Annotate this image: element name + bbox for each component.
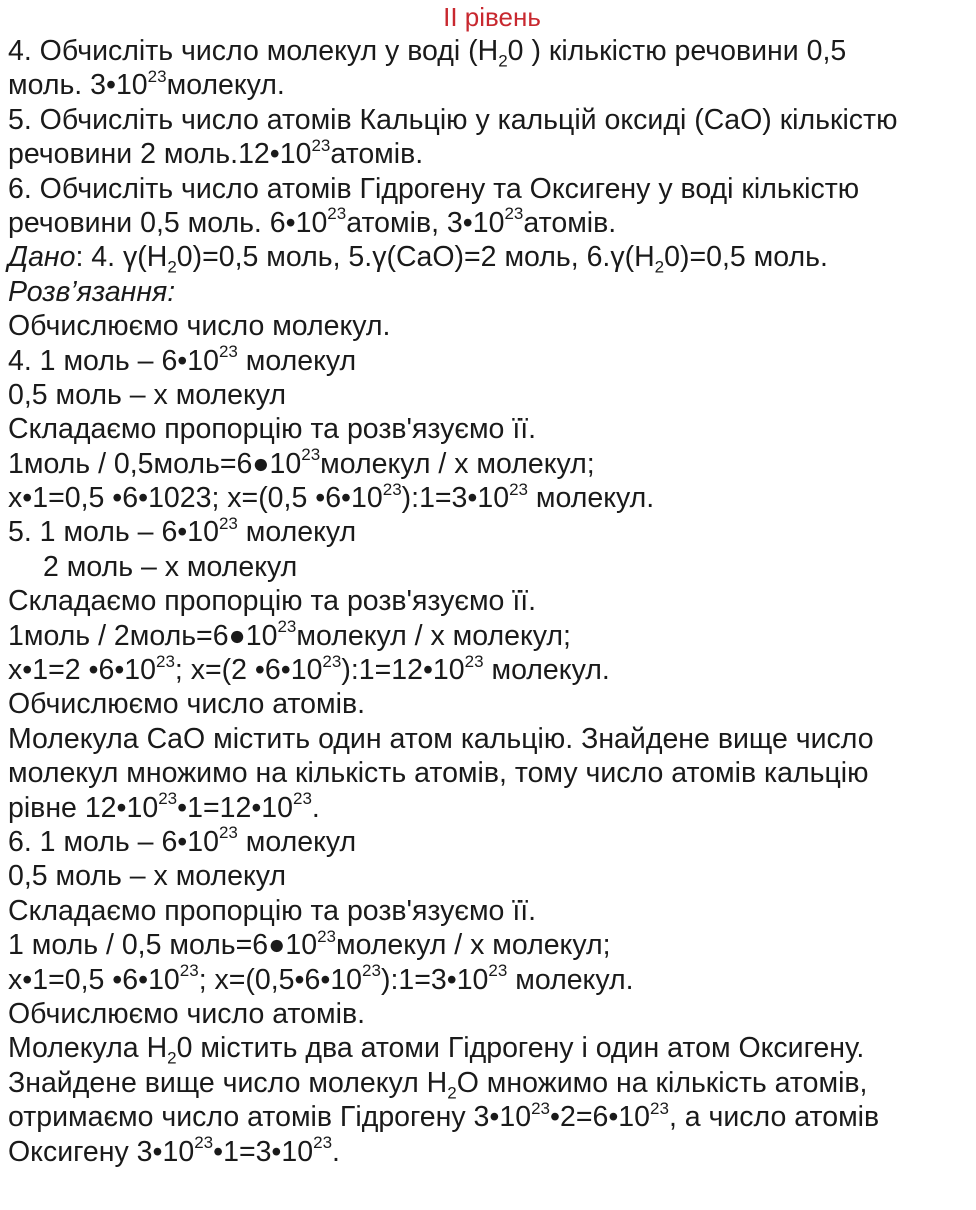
s5-line-1: 5. 1 моль – $6•10^{23}$ молекул — [8, 513, 357, 549]
s4-line-1: 4. 1 моль – $6•10^{23}$ молекул — [8, 342, 357, 377]
task-4-answer: моль. $3•10^{23}молекул$. — [8, 66, 285, 102]
s6-line-5: х•1=0,5 $•6•10^{23}$; $х=(0,5•6•10^{23}):1=3•10^{23}$ молекул. — [8, 961, 634, 996]
task-6-answer: речовини 0,5 моль. $6•10^{23}атомів$, $3•10^{23}атомів$. — [8, 204, 617, 239]
given-line: Дано: 4. $\gamma(H_20)=0,5$ моль, 5.γ(CaO)=2 моль, $6.\gamma(H_20)=0,5$ моль. — [8, 241, 828, 278]
task-4-question: 4. Обчисліть число молекул у воді ($Н_20$ ) кількістю речовини 0,5 — [8, 35, 847, 71]
s6-line-8: Знайдене вище число молекул $Н_2О$ множимо на кількість атомів, — [8, 1066, 868, 1103]
s5-line-7: Молекула CaO містить один атом кальцію. Знайдене вище число — [8, 722, 874, 755]
s5-line-5: х•1=2 $•6•10^{23}$; х=(2 $•6•10^{23}):1=12•10^{23}$ молекул. — [8, 651, 610, 687]
task-5-answer: речовини 2 $моль.12•10^{23}атомів$. — [8, 135, 424, 171]
s6-line-9: отримаємо число атомів Гідрогену $3•10^{23}•2=6•10^{23}$, а число атомів — [8, 1098, 880, 1134]
s5-line-2: 2 моль – х молекул — [43, 550, 298, 583]
s4-line-2: 0,5 моль – х молекул — [8, 378, 287, 411]
s4-line-3: Складаємо пропорцію та розв'язуємо її. — [8, 413, 537, 446]
s6-line-4: 1 моль / 0,5 $моль=6●10^{23}молекул / х$ молекул; — [8, 926, 611, 962]
s4-line-5: х•1=0,5 •6•1023; х=(0,5 $•6•10^{23}):1=3•10^{23}$ молекул. — [8, 479, 655, 515]
s5-line-8: молекул множимо на кількість атомів, тому число атомів кальцію — [8, 757, 869, 790]
s5-line-4: 1моль / $2моль=6●10^{23}молекул / х$ молекул; — [8, 617, 571, 652]
s5-line-6: Обчислюємо число атомів. — [8, 688, 366, 721]
page-title: ІІ рівень — [443, 2, 541, 32]
s6-line-3: Складаємо пропорцію та розв'язуємо її. — [8, 894, 537, 927]
solution-label: Розв’язання: — [8, 275, 176, 308]
s6-line-6: Обчислюємо число атомів. — [8, 997, 366, 1030]
task-6-question: 6. Обчисліть число атомів Гідрогену та Оксигену у воді кількістю — [8, 172, 860, 205]
s6-line-10: Оксигену $3•10^{23}•1=3•10^{23}$. — [8, 1133, 340, 1168]
calc-molecules-heading: Обчислюємо число молекул. — [8, 310, 391, 343]
task-5-question: 5. Обчисліть число атомів Кальцію у кальцій оксиді (CaO) кількістю — [8, 103, 898, 136]
s5-line-9: рівне $12•10^{23}•1=12•10^{23}$. — [8, 789, 320, 824]
s6-line-2: 0,5 моль – х молекул — [8, 860, 287, 893]
s5-line-3: Складаємо пропорцію та розв'язуємо її. — [8, 585, 537, 618]
s4-line-4: 1моль / $0,5моль=6●10^{23}молекул / х$ молекул; — [8, 445, 595, 480]
s6-line-1: 6. 1 моль – $6•10^{23}$ молекул — [8, 823, 357, 858]
s6-line-7: Молекула $Н_20$ містить два атоми Гідрогену і один атом Оксигену. — [8, 1032, 865, 1069]
